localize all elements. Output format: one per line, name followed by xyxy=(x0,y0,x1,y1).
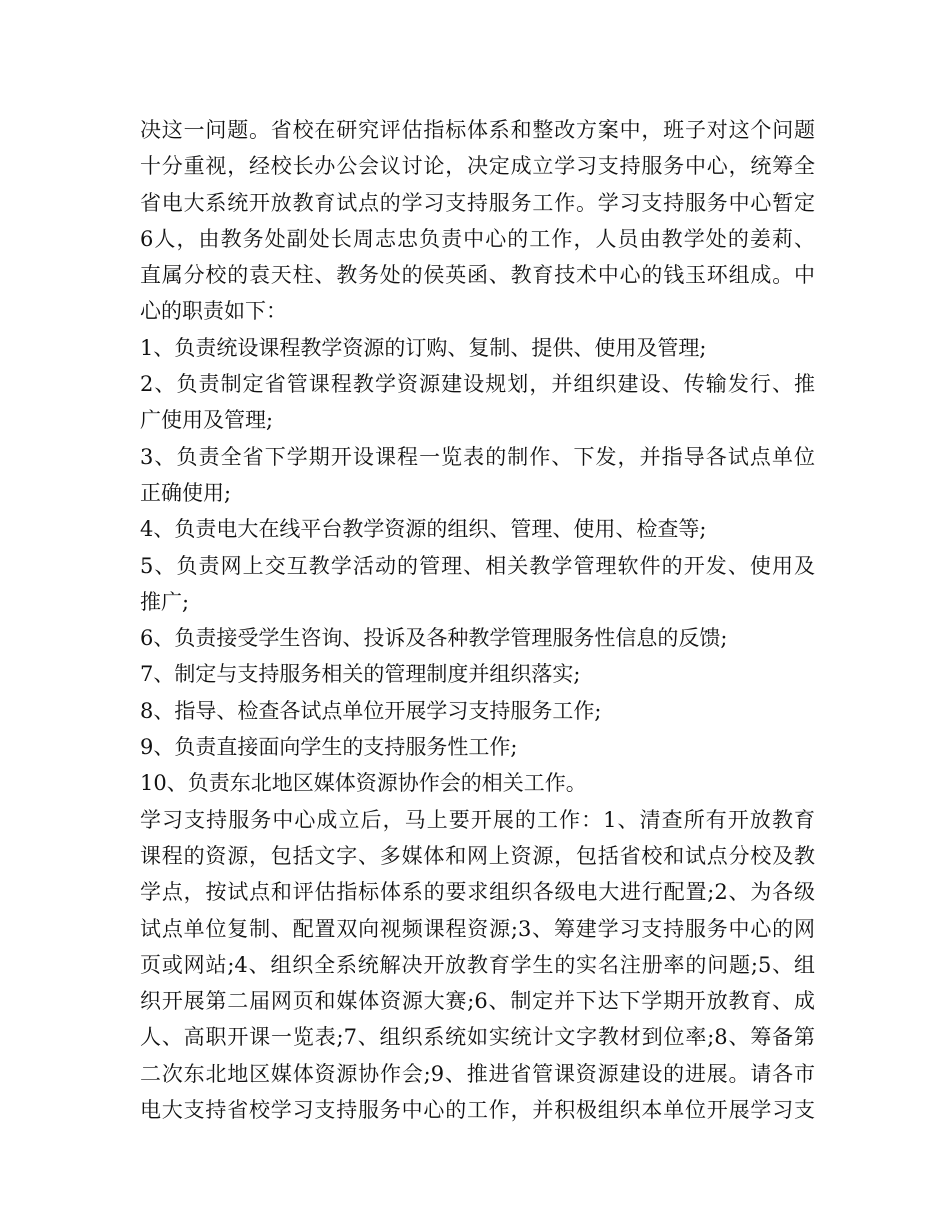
text-line: 十分重视，经校长办公会议讨论，决定成立学习支持服务中心，统筹全 xyxy=(140,154,815,179)
list-item: 7、制定与支持服务相关的管理制度并组织落实; xyxy=(140,662,581,687)
text-line: 直属分校的袁天柱、教务处的侯英函、教育技术中心的钱玉环组成。中 xyxy=(140,263,815,288)
text-line: 织开展第二届网页和媒体资源大赛;6、制定并下达下学期开放教育、成 xyxy=(140,989,815,1014)
text-line: 页或网站;4、组织全系统解决开放教育学生的实名注册率的问题;5、组 xyxy=(140,952,815,977)
list-item-continuation: 广使用及管理; xyxy=(140,408,274,433)
list-item: 4、负责电大在线平台教学资源的组织、管理、使用、检查等; xyxy=(140,517,707,542)
list-item: 2、负责制定省管课程教学资源建设规划，并组织建设、传输发行、推 xyxy=(140,372,815,397)
text-line: 省电大系统开放教育试点的学习支持服务工作。学习支持服务中心暂定 xyxy=(140,190,815,215)
text-line: 二次东北地区媒体资源协作会;9、推进省管课资源建设的进展。请各市 xyxy=(140,1061,815,1086)
list-item: 1、负责统设课程教学资源的订购、复制、提供、使用及管理; xyxy=(140,335,707,360)
list-item-continuation: 正确使用; xyxy=(140,480,232,505)
list-item: 8、指导、检查各试点单位开展学习支持服务工作; xyxy=(140,698,602,723)
list-item: 9、负责直接面向学生的支持服务性工作; xyxy=(140,735,518,760)
text-line: 电大支持省校学习支持服务中心的工作，并积极组织本单位开展学习支 xyxy=(140,1098,815,1123)
text-line: 试点单位复制、配置双向视频课程资源;3、筹建学习支持服务中心的网 xyxy=(140,916,815,941)
list-item: 10、负责东北地区媒体资源协作会的相关工作。 xyxy=(140,771,587,796)
text-line: 学习支持服务中心成立后，马上要开展的工作：1、清查所有开放教育 xyxy=(140,807,815,832)
text-line: 6人，由教务处副处长周志忠负责中心的工作，人员由教学处的姜莉、 xyxy=(140,226,815,251)
list-item: 6、负责接受学生咨询、投诉及各种教学管理服务性信息的反馈; xyxy=(140,626,728,651)
text-line: 课程的资源，包括文字、多媒体和网上资源，包括省校和试点分校及教 xyxy=(140,843,815,868)
document-body xyxy=(140,112,815,1128)
text-line: 人、高职开课一览表;7、组织系统如实统计文字教材到位率;8、筹备第 xyxy=(140,1025,815,1050)
list-item: 3、负责全省下学期开设课程一览表的制作、下发，并指导各试点单位 xyxy=(140,444,815,469)
list-item-continuation: 推广; xyxy=(140,589,190,614)
text-line: 学点，按试点和评估指标体系的要求组织各级电大进行配置;2、为各级 xyxy=(140,880,815,905)
text-line: 心的职责如下： xyxy=(140,299,287,324)
text-line: 决这一问题。省校在研究评估指标体系和整改方案中，班子对这个问题 xyxy=(140,118,815,142)
list-item: 5、负责网上交互教学活动的管理、相关教学管理软件的开发、使用及 xyxy=(140,553,815,578)
